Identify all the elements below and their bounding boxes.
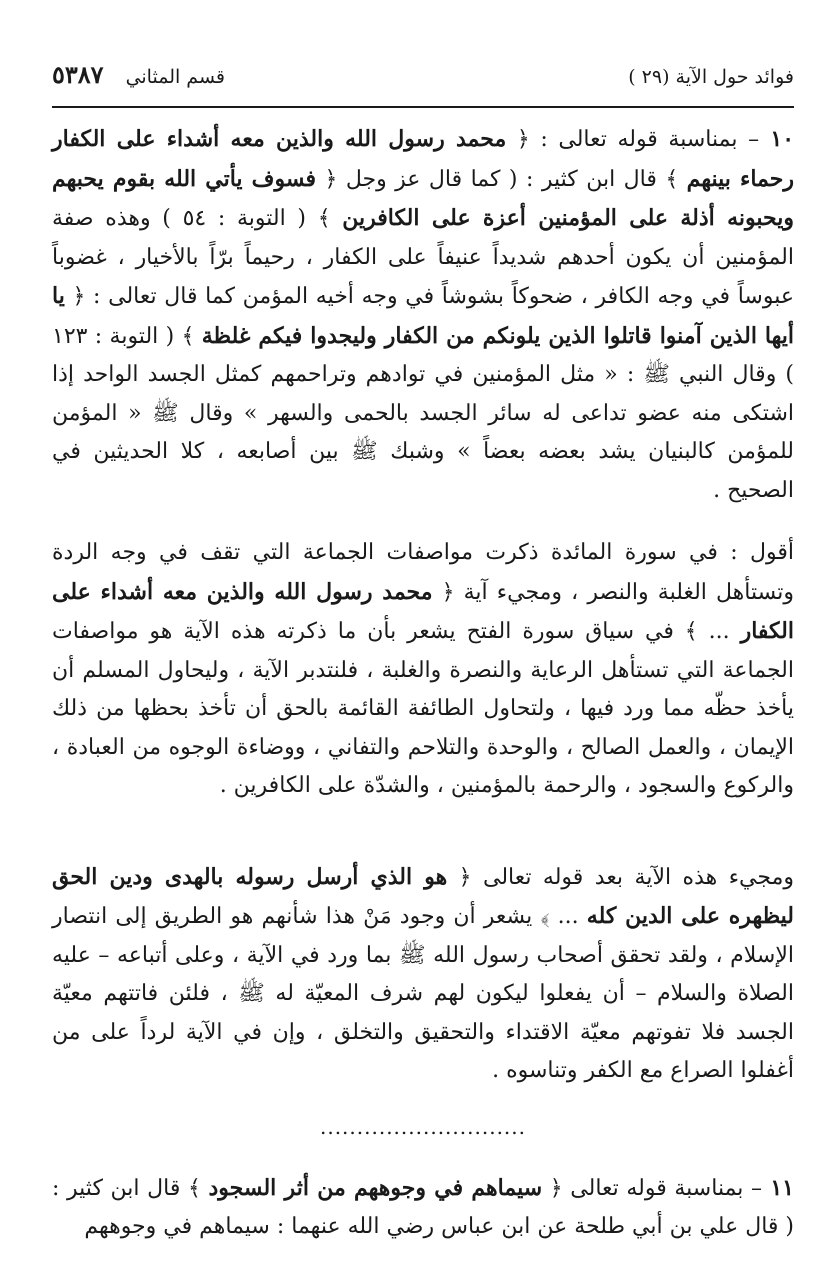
quran-quote-text: سيماهم في وجوههم من أثر السجود bbox=[208, 1174, 543, 1201]
quran-quote-text: محمد رسول الله والذين معه أشداء على الكفار رحماء بينهم bbox=[52, 126, 794, 192]
header-left bbox=[52, 60, 225, 89]
section-title: قسم المثاني bbox=[125, 66, 225, 88]
header-rule bbox=[52, 106, 794, 108]
body-text: ... ﴾ في سياق سورة الفتح يشعر بأن ما ذكرته هذه الآية هو مواصفات الجماعة التي تستأهل الرعاية والنصرة والغلبة ، فلنتدبر الآية ، وليحاول المسلم أن يأخذ حظّه مما ورد فيها ، ولتحاول الطائفة القائمة بالحق أن تأخذ بحظها من ذلك الإيمان ، والعمل الصالح ، والوحدة والتلاحم والتفاني ، ووضاءة الوجوه من العبادة ، والركوع والسجود ، والرحمة بالمؤمنين ، والشدّة على الكافرين . bbox=[52, 619, 794, 798]
page-header bbox=[52, 60, 794, 100]
quran-quote-text: ١٠ bbox=[759, 126, 795, 152]
body-text: ... ﴾ يشعر أن وجود مَنْ هذا شأنهم هو الطريق إلى انتصار الإسلام ، ولقد تحقق أصحاب رسول الله ﷺ بما ورد في الآية ، وعلى أتباعه – عليه الصلاة والسلام – أن يفعلوا ليكون لهم شرف المعيّة له ﷺ ، فلئن فاتتهم معيّة الجسد فلا تفوتهم معيّة الاقتداء والتحقيق والتخلق ، وإن في الآية لرداً على من أغفلوا الصراع مع الكفر وتناسوه . bbox=[52, 904, 794, 1083]
paragraph-10 bbox=[52, 120, 794, 510]
body-text: ﴾ ( التوبة : ٥٤ ) وهذه صفة المؤمنين أن يكون أحدهم شديداً عنيفاً على الكفار ، رحيماً برّاً بالأخيار ، غضوباً عبوساً في وجه الكافر ، ضحوكاً بشوشاً في وجه أخيه المؤمن كما قال تعالى : ﴿ bbox=[52, 206, 794, 309]
body-text: ﴾ قال ابن كثير : ( كما قال عز وجل ﴿ bbox=[316, 166, 687, 192]
spacer bbox=[52, 830, 794, 858]
body-text: ومجيء هذه الآية بعد قوله تعالى ﴿ bbox=[447, 864, 794, 890]
quran-quote-text: فسوف يأتي الله بقوم يحبهم ويحبونه أذلة على المؤمنين أعزة على الكافرين bbox=[52, 165, 794, 231]
paragraph-11 bbox=[52, 1169, 794, 1247]
body-text: ﴾ قال ابن كثير : ( قال علي بن أبي طلحة عن ابن عباس رضي الله عنهما : سيماهم في وجوههم bbox=[52, 1175, 794, 1239]
paragraph-majii bbox=[52, 858, 794, 1091]
running-title: فوائد حول الآية (٢٩ ) bbox=[628, 66, 794, 88]
body-text: – بمناسبة قوله تعالى ﴿ bbox=[542, 1175, 763, 1201]
quran-quote-text: محمد رسول الله والذين معه أشداء على الكفار bbox=[52, 578, 794, 644]
quran-quote-text: ١١ bbox=[762, 1174, 794, 1201]
body-text: ﴾ ( التوبة : ١٢٣ ) وقال النبي ﷺ : « مثل المؤمنين في توادهم وتراحمهم كمثل الجسد الواحد إذا اشتكى منه عضو تداعى له سائر الجسد بالحمى والسهر » وقال ﷺ « المؤمن للمؤمن كالبنيان يشد بعضه بعضاً » وشبك ﷺ بين أصابعه ، كلا الحديثين في الصحيح . bbox=[52, 323, 794, 503]
page-number: ٥٣٨٧ bbox=[52, 60, 104, 89]
quran-quote-text: يا أيها الذين آمنوا قاتلوا الذين يلونكم من الكفار وليجدوا فيكم غلظة bbox=[52, 283, 795, 349]
quran-quote-text: هو الذي أرسل رسوله بالهدى ودين الحق ليظهره على الدين كله bbox=[52, 863, 794, 929]
body-text: أقول : في سورة المائدة ذكرت مواصفات الجماعة التي تقف في وجه الردة وتستأهل الغلبة والنصر ، ومجيء آية ﴿ bbox=[52, 540, 794, 605]
section-separator: ............................ bbox=[319, 1114, 526, 1139]
paragraph-aqulu bbox=[52, 534, 794, 806]
body-text: – بمناسبة قوله تعالى : ﴿ bbox=[506, 127, 760, 152]
